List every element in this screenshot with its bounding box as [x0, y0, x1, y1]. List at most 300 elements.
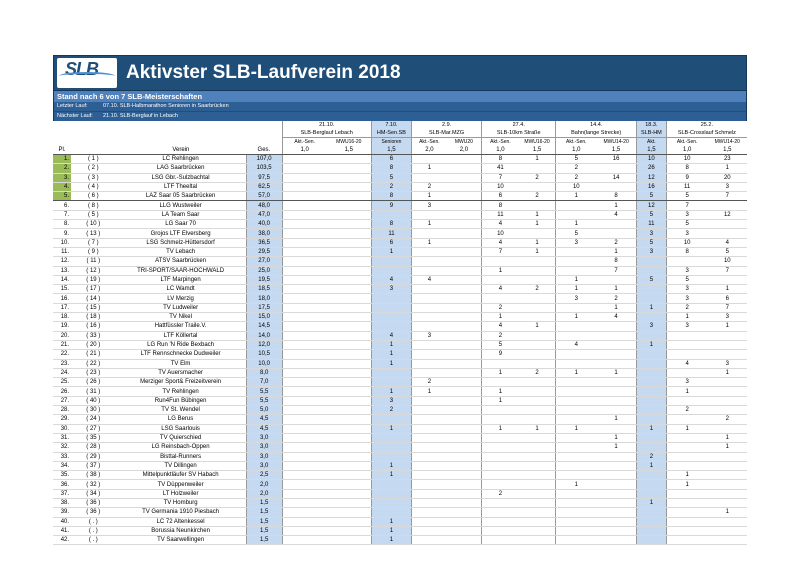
total-cell: 2,0 — [246, 480, 282, 489]
points-cell — [282, 461, 327, 470]
points-cell: 1 — [519, 238, 556, 247]
total-cell: 3,0 — [246, 452, 282, 461]
points-cell — [666, 396, 707, 405]
points-cell: 1 — [666, 471, 707, 480]
points-cell: 4 — [371, 275, 411, 284]
points-cell: 1 — [371, 526, 411, 535]
points-cell — [637, 257, 667, 266]
points-cell — [447, 508, 482, 517]
points-cell — [282, 285, 327, 294]
table-row — [53, 182, 747, 191]
points-cell — [666, 461, 707, 470]
table-row — [53, 415, 747, 424]
points-cell: 1 — [371, 471, 411, 480]
letzter-lauf-row — [53, 102, 747, 111]
points-cell: 1 — [637, 340, 667, 349]
event-name: SLB-10km Straße — [482, 129, 556, 138]
col-ges: Ges. — [246, 146, 282, 155]
points-cell — [412, 489, 447, 498]
points-cell — [519, 406, 556, 415]
points-cell — [666, 368, 707, 377]
points-cell — [482, 415, 519, 424]
total-cell: 10,5 — [246, 350, 282, 359]
points-cell — [637, 433, 667, 442]
points-cell — [596, 340, 636, 349]
total-cell: 5,0 — [246, 406, 282, 415]
logo-text: SLB — [65, 59, 98, 79]
event-date: 21.10. — [282, 121, 371, 129]
points-cell — [482, 294, 519, 303]
points-cell — [637, 396, 667, 405]
points-cell — [708, 461, 747, 470]
event-date: 25.2. — [666, 121, 747, 129]
points-cell — [708, 331, 747, 340]
points-cell: 5 — [637, 210, 667, 219]
table-row — [53, 275, 747, 284]
points-cell: 1 — [556, 285, 596, 294]
points-cell — [519, 489, 556, 498]
points-cell — [666, 415, 707, 424]
points-cell: 5 — [556, 155, 596, 164]
points-cell — [556, 517, 596, 526]
points-cell: 2 — [519, 192, 556, 201]
points-cell — [447, 238, 482, 247]
points-cell — [327, 275, 372, 284]
points-cell: 11 — [637, 220, 667, 229]
rank-cell: 19. — [53, 322, 71, 331]
points-cell — [412, 526, 447, 535]
event-date: 2.9. — [412, 121, 482, 129]
points-cell: 5 — [666, 220, 707, 229]
points-cell — [282, 247, 327, 256]
points-cell: 1 — [556, 220, 596, 229]
points-cell: 1 — [371, 247, 411, 256]
points-cell — [556, 331, 596, 340]
points-cell: 1 — [596, 285, 636, 294]
points-cell: 3 — [666, 285, 707, 294]
points-cell — [447, 164, 482, 173]
table-row — [53, 220, 747, 229]
total-cell: 36,5 — [246, 238, 282, 247]
points-cell — [282, 192, 327, 201]
table-row — [53, 489, 747, 498]
club-cell: Bisttal-Runners — [116, 452, 247, 461]
table-row — [53, 266, 747, 275]
points-cell — [327, 182, 372, 191]
points-cell — [412, 536, 447, 545]
rank-cell: 36. — [53, 480, 71, 489]
points-cell — [556, 433, 596, 442]
points-cell — [708, 424, 747, 433]
points-cell — [519, 331, 556, 340]
prev-rank-cell: ( 19 ) — [71, 275, 116, 284]
points-cell: 2 — [556, 173, 596, 182]
total-cell: 107,0 — [246, 155, 282, 164]
prev-rank-cell: ( 35 ) — [71, 433, 116, 442]
table-row — [53, 378, 747, 387]
header-blank — [71, 121, 116, 129]
table-row — [53, 424, 747, 433]
total-cell: 97,5 — [246, 173, 282, 182]
prev-rank-cell: ( 16 ) — [71, 322, 116, 331]
event-date: 18.3. — [637, 121, 667, 129]
points-cell — [596, 322, 636, 331]
points-cell: 1 — [519, 210, 556, 219]
points-cell — [447, 471, 482, 480]
points-cell: 1 — [556, 275, 596, 284]
points-cell — [666, 526, 707, 535]
prev-rank-cell: ( 4 ) — [71, 182, 116, 191]
points-cell — [282, 471, 327, 480]
points-cell: 3 — [666, 378, 707, 387]
points-cell: 3 — [708, 182, 747, 191]
total-cell: 1,5 — [246, 498, 282, 507]
points-cell: 1 — [556, 480, 596, 489]
standings-table — [53, 121, 747, 545]
points-cell: 1 — [482, 387, 519, 396]
points-cell — [282, 536, 327, 545]
points-cell — [482, 275, 519, 284]
points-cell — [371, 452, 411, 461]
points-cell — [556, 303, 596, 312]
points-cell — [596, 406, 636, 415]
club-cell: LG Run 'N Ride Bexbach — [116, 340, 247, 349]
points-cell — [519, 517, 556, 526]
points-cell — [482, 498, 519, 507]
points-cell — [556, 489, 596, 498]
event-factor: 1,0 — [482, 146, 519, 155]
points-cell — [596, 461, 636, 470]
club-cell: LSG Saarlouis — [116, 424, 247, 433]
club-cell: TV Homburg — [116, 498, 247, 507]
points-cell: 10 — [637, 155, 667, 164]
points-cell — [327, 368, 372, 377]
club-cell: Run4Fun Bübingen — [116, 396, 247, 405]
points-cell — [447, 182, 482, 191]
letzter-lauf-value: 07.10. SLB-Halbmarathon Senioren in Saarbrücken — [103, 103, 229, 109]
prev-rank-cell: ( 37 ) — [71, 461, 116, 470]
event-factor: 1,0 — [282, 146, 327, 155]
points-cell: 7 — [708, 192, 747, 201]
points-cell — [637, 526, 667, 535]
points-cell — [371, 210, 411, 219]
rank-cell: 26. — [53, 387, 71, 396]
rank-cell: 18. — [53, 313, 71, 322]
col-prev — [71, 146, 116, 155]
points-cell — [282, 266, 327, 275]
points-cell — [708, 480, 747, 489]
points-cell: 4 — [371, 331, 411, 340]
points-cell — [708, 452, 747, 461]
points-cell: 7 — [666, 201, 707, 210]
points-cell — [282, 155, 327, 164]
total-cell: 25,0 — [246, 266, 282, 275]
points-cell: 2 — [666, 303, 707, 312]
naechster-lauf-label: Nächster Lauf: — [57, 113, 93, 119]
points-cell — [482, 536, 519, 545]
points-cell: 1 — [556, 424, 596, 433]
points-cell: 3 — [637, 229, 667, 238]
table-row — [53, 406, 747, 415]
points-cell — [447, 489, 482, 498]
points-cell — [412, 266, 447, 275]
points-cell — [327, 266, 372, 275]
points-cell — [282, 201, 327, 210]
points-cell: 1 — [519, 424, 556, 433]
total-cell: 17,5 — [246, 303, 282, 312]
points-cell — [327, 480, 372, 489]
points-cell — [327, 406, 372, 415]
points-cell — [327, 517, 372, 526]
points-cell: 5 — [371, 173, 411, 182]
points-cell — [556, 508, 596, 517]
event-sub-label: Akt.-Sen. — [556, 138, 596, 147]
prev-rank-cell: ( 20 ) — [71, 340, 116, 349]
table-row — [53, 294, 747, 303]
prev-rank-cell: ( 30 ) — [71, 406, 116, 415]
points-cell — [282, 526, 327, 535]
points-cell: 1 — [637, 424, 667, 433]
points-cell — [482, 517, 519, 526]
header-blank — [116, 138, 247, 147]
event-sub-label: Akt.-Sen. — [412, 138, 447, 147]
points-cell — [282, 406, 327, 415]
points-cell — [282, 229, 327, 238]
points-cell — [412, 461, 447, 470]
points-cell — [708, 275, 747, 284]
rank-cell: 11. — [53, 247, 71, 256]
points-cell — [282, 164, 327, 173]
points-cell — [371, 303, 411, 312]
rank-cell: 6. — [53, 201, 71, 210]
table-row — [53, 173, 747, 182]
logo-swoosh-icon — [59, 72, 115, 80]
points-cell: 1 — [596, 201, 636, 210]
points-cell: 2 — [596, 238, 636, 247]
points-cell — [327, 210, 372, 219]
points-cell — [519, 275, 556, 284]
points-cell — [371, 480, 411, 489]
points-cell — [708, 536, 747, 545]
rank-cell: 34. — [53, 461, 71, 470]
points-cell — [447, 294, 482, 303]
table-row — [53, 536, 747, 545]
rank-cell: 32. — [53, 443, 71, 452]
table-row — [53, 331, 747, 340]
points-cell — [282, 387, 327, 396]
prev-rank-cell: ( 6 ) — [71, 192, 116, 201]
points-cell — [447, 285, 482, 294]
total-cell: 3,0 — [246, 461, 282, 470]
total-cell: 47,0 — [246, 210, 282, 219]
points-cell — [519, 508, 556, 517]
total-cell: 5,5 — [246, 396, 282, 405]
prev-rank-cell: ( 3 ) — [71, 173, 116, 182]
points-cell: 3 — [556, 238, 596, 247]
table-row — [53, 517, 747, 526]
points-cell — [447, 415, 482, 424]
points-cell — [412, 508, 447, 517]
club-cell: TV Ludweiler — [116, 303, 247, 312]
points-cell — [482, 433, 519, 442]
points-cell: 1 — [556, 368, 596, 377]
header-blank — [71, 138, 116, 147]
table-row — [53, 322, 747, 331]
points-cell: 3 — [666, 229, 707, 238]
points-cell: 1 — [371, 424, 411, 433]
points-cell — [519, 498, 556, 507]
points-cell — [371, 294, 411, 303]
points-cell: 3 — [371, 285, 411, 294]
points-cell — [447, 303, 482, 312]
points-cell — [482, 480, 519, 489]
points-cell: 1 — [482, 368, 519, 377]
points-cell — [447, 368, 482, 377]
total-cell: 38,0 — [246, 229, 282, 238]
table-row — [53, 313, 747, 322]
points-cell: 1 — [519, 247, 556, 256]
total-cell: 2,0 — [246, 489, 282, 498]
table-row — [53, 192, 747, 201]
points-cell: 10 — [666, 238, 707, 247]
event-factor: 1,5 — [596, 146, 636, 155]
points-cell — [596, 350, 636, 359]
points-cell — [327, 201, 372, 210]
header-blank — [116, 129, 247, 138]
points-cell: 2 — [482, 489, 519, 498]
points-cell: 1 — [519, 220, 556, 229]
rank-cell: 39. — [53, 508, 71, 517]
prev-rank-cell: ( 26 ) — [71, 378, 116, 387]
prev-rank-cell: ( 40 ) — [71, 396, 116, 405]
points-cell: 3 — [666, 322, 707, 331]
prev-rank-cell: ( . ) — [71, 536, 116, 545]
points-cell — [327, 508, 372, 517]
club-cell: LA Team Saar — [116, 210, 247, 219]
points-cell: 1 — [556, 313, 596, 322]
points-cell — [447, 247, 482, 256]
points-cell — [447, 424, 482, 433]
points-cell — [327, 220, 372, 229]
total-cell: 4,5 — [246, 424, 282, 433]
event-factor: 2,0 — [447, 146, 482, 155]
table-row — [53, 164, 747, 173]
club-cell: Hattfüssler Traile.V. — [116, 322, 247, 331]
points-cell — [371, 433, 411, 442]
points-cell: 1 — [708, 285, 747, 294]
points-cell: 4 — [708, 238, 747, 247]
points-cell — [519, 229, 556, 238]
points-cell — [327, 443, 372, 452]
points-cell — [596, 275, 636, 284]
club-cell: TV Lebach — [116, 247, 247, 256]
points-cell — [708, 229, 747, 238]
rank-cell: 20. — [53, 331, 71, 340]
club-cell: TV Rehlingen — [116, 387, 247, 396]
points-cell — [327, 155, 372, 164]
points-cell — [482, 471, 519, 480]
points-cell — [282, 433, 327, 442]
club-cell: LAZ Saar 05 Saarbrücken — [116, 192, 247, 201]
header-blank — [53, 121, 71, 129]
total-cell: 10,0 — [246, 359, 282, 368]
points-cell — [596, 471, 636, 480]
points-cell: 2 — [371, 182, 411, 191]
event-name: Bahn(lange Strecke) — [556, 129, 637, 138]
points-cell: 11 — [371, 229, 411, 238]
points-cell — [327, 359, 372, 368]
rank-cell: 17. — [53, 303, 71, 312]
points-cell — [596, 331, 636, 340]
points-cell: 9 — [666, 173, 707, 182]
points-cell — [327, 415, 372, 424]
points-cell — [327, 247, 372, 256]
points-cell — [556, 452, 596, 461]
points-cell: 9 — [371, 201, 411, 210]
points-cell: 1 — [637, 498, 667, 507]
points-cell — [596, 220, 636, 229]
points-cell — [447, 406, 482, 415]
points-cell — [282, 415, 327, 424]
prev-rank-cell: ( 14 ) — [71, 294, 116, 303]
event-name: HM-Sen.SB — [371, 129, 411, 138]
points-cell: 1 — [666, 387, 707, 396]
points-cell — [708, 471, 747, 480]
points-cell: 3 — [637, 247, 667, 256]
points-cell — [482, 257, 519, 266]
table-row — [53, 303, 747, 312]
total-cell: 1,5 — [246, 536, 282, 545]
points-cell — [596, 489, 636, 498]
points-cell — [556, 415, 596, 424]
rank-cell: 13. — [53, 266, 71, 275]
points-cell — [447, 229, 482, 238]
points-cell: 1 — [371, 350, 411, 359]
points-cell: 4 — [666, 359, 707, 368]
points-cell — [447, 536, 482, 545]
points-cell — [447, 378, 482, 387]
points-cell — [327, 303, 372, 312]
total-cell: 18,0 — [246, 294, 282, 303]
points-cell: 1 — [371, 359, 411, 368]
points-cell — [666, 517, 707, 526]
points-cell — [556, 359, 596, 368]
points-cell: 2 — [412, 182, 447, 191]
club-cell: LG Reinsbach-Oppen — [116, 443, 247, 452]
event-factor: 1,5 — [708, 146, 747, 155]
total-cell: 27,0 — [246, 257, 282, 266]
club-cell: TRI-SPORT/SAAR-HOCHWALD — [116, 266, 247, 275]
table-row — [53, 461, 747, 470]
event-sub-label: Akt.-Sen. — [666, 138, 707, 147]
prev-rank-cell: ( 23 ) — [71, 368, 116, 377]
rank-cell: 23. — [53, 359, 71, 368]
points-cell — [596, 480, 636, 489]
naechster-lauf-value: 21.10. SLB-Berglauf in Lebach — [103, 113, 178, 119]
points-cell — [371, 508, 411, 517]
points-cell — [519, 182, 556, 191]
total-cell: 18,5 — [246, 285, 282, 294]
club-cell: TV Düppenweiler — [116, 480, 247, 489]
points-cell: 14 — [596, 173, 636, 182]
points-cell — [708, 350, 747, 359]
points-cell: 12 — [637, 201, 667, 210]
points-cell — [447, 155, 482, 164]
points-cell: 1 — [412, 164, 447, 173]
points-cell: 4 — [482, 285, 519, 294]
points-cell — [282, 257, 327, 266]
points-cell — [282, 359, 327, 368]
